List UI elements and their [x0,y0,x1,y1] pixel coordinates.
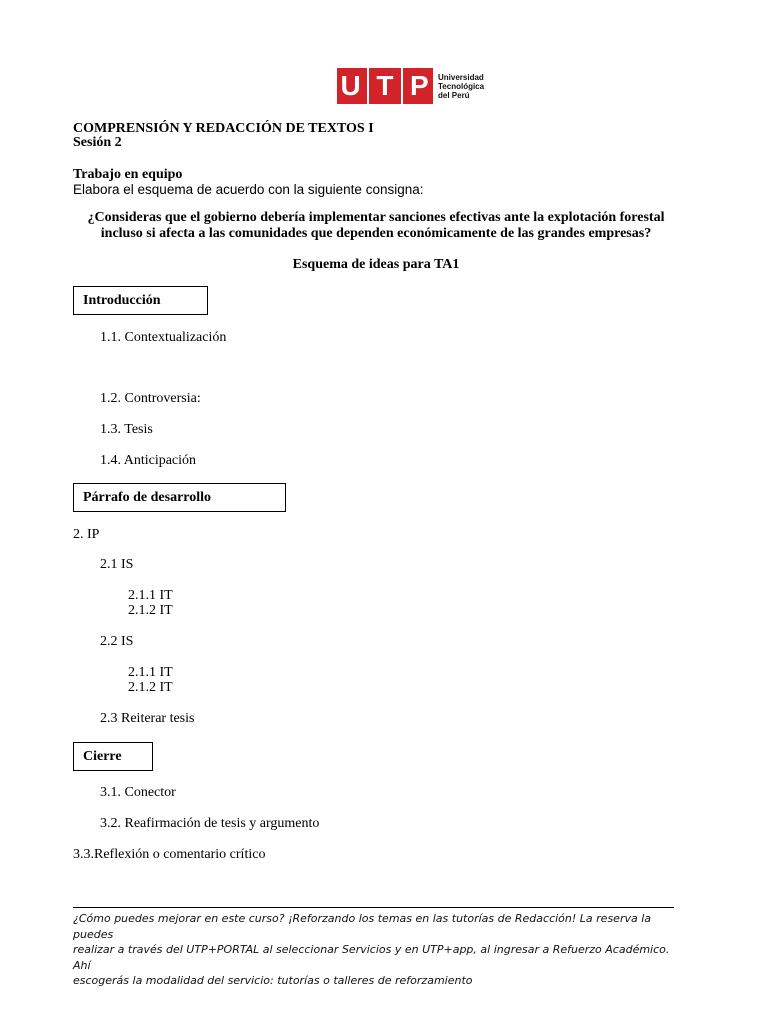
prompt-question: ¿Consideras que el gobierno debería implementar sanciones efectivas ante la explotación forestal incluso si afecta a las comunidades que dependen económicamente de las grandes empresas? [87,210,665,241]
tertiary-idea-label: 2.1.1 IT [128,588,173,603]
list-item: 1.1. Contextualización [100,330,227,345]
list-item: 1.2. Controversia: [100,391,201,406]
section-heading-introduccion: Introducción [73,286,208,315]
course-title: COMPRENSIÓN Y REDACCIÓN DE TEXTOS I [73,121,374,136]
logo-letter-u: U [340,70,361,101]
logo-university-name: Universidad Tecnológica del Perú [438,72,485,100]
list-item: 1.4. Anticipación [100,453,197,468]
tertiary-idea-label: 2.1.2 IT [128,680,173,695]
list-item: 3.3.Reflexión o comentario crítico [73,847,266,862]
session-label: Sesión 2 [73,135,122,150]
utp-logo [337,68,484,104]
footer-divider [73,907,674,908]
logo-letter-p: P [410,70,429,101]
tertiary-idea-label: 2.1.1 IT [128,665,173,680]
section-heading-desarrollo: Párrafo de desarrollo [73,483,286,512]
list-item: 2.3 Reiterar tesis [100,711,195,726]
schema-title: Esquema de ideas para TA1 [292,257,460,272]
tertiary-idea-label: 2.1.2 IT [128,603,173,618]
footer-note: ¿Cómo puedes mejorar en este curso? ¡Reforzando los temas en las tutorías de Redacción! La reserva la puedes realizar a través del UTP+PORTAL al seleccionar Servicios y en UTP+app, al ingresar a Refuerzo Académico. Ahí escogerás la modalidad del servicio: tutorías o talleres de reforzamiento [73,912,670,987]
logo-letter-t: T [376,70,394,101]
list-item: 3.2. Reafirmación de tesis y argumento [100,816,320,831]
main-idea-label: 2. IP [73,527,100,542]
task-title: Trabajo en equipo [73,167,183,182]
section-heading-cierre: Cierre [73,742,153,771]
list-item: 3.1. Conector [100,785,176,800]
utp-logo-mark [337,68,433,104]
task-instruction: Elabora el esquema de acuerdo con la siguiente consigna: [73,182,424,197]
secondary-idea-label: 2.2 IS [100,634,134,649]
secondary-idea-label: 2.1 IS [100,557,134,572]
list-item: 1.3. Tesis [100,422,153,437]
